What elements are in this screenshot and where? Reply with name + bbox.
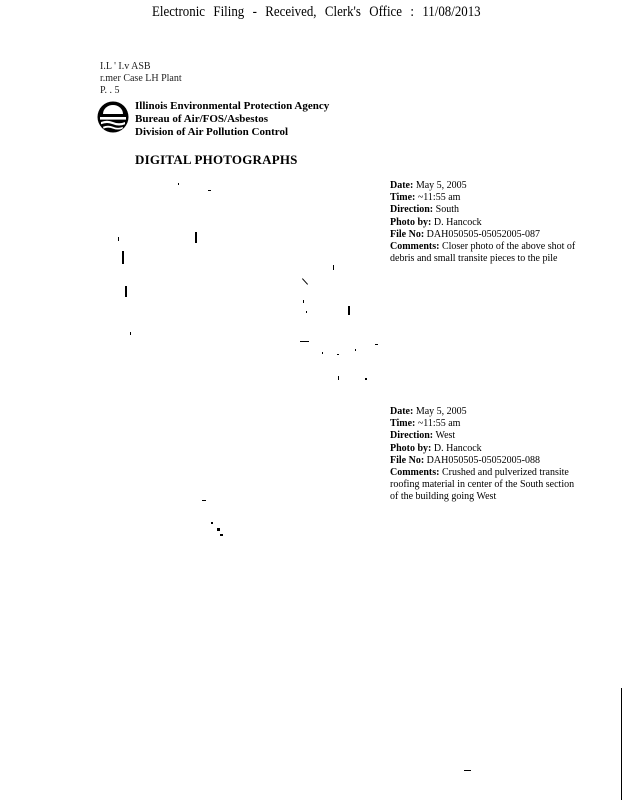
agency-block	[135, 100, 329, 139]
document-title: DIGITAL PHOTOGRAPHS	[135, 152, 298, 167]
photo-1-time: ~11:55 am	[417, 192, 461, 204]
scan-speck	[302, 278, 308, 285]
photo-1-comments-label: Comments:	[390, 241, 440, 253]
photo-1-date-label: Date:	[390, 180, 414, 191]
photo-1-comments-line-2: debris and small transite pieces to the pile	[390, 253, 558, 265]
photo-2-time-row	[390, 418, 574, 430]
photo-2-comments-line-3: of the building going West	[390, 491, 497, 503]
photo-2-file-row	[390, 455, 574, 467]
scan-speck	[464, 770, 471, 771]
scan-speck	[217, 528, 220, 531]
photo-2-comments-line-1: Crushed and pulverized transite	[441, 467, 569, 479]
scan-speck	[337, 354, 339, 355]
photo-2-comments-row	[390, 467, 574, 479]
scan-speck	[306, 311, 307, 313]
photo-1-direction-label: Direction:	[390, 204, 434, 216]
photo-2-direction-label: Direction:	[390, 430, 434, 442]
photo-2-direction: West	[435, 430, 456, 442]
scan-speck	[333, 265, 334, 270]
agency-name: Illinois Environmental Protection Agency	[135, 100, 330, 112]
scan-speck	[195, 232, 197, 243]
scan-speck	[118, 237, 119, 241]
scan-speck	[348, 306, 350, 315]
reference-line-2: r.mer Case LH Plant	[100, 73, 182, 84]
agency-logo-icon	[96, 100, 130, 134]
photo-2-file-no: DAH050505-05052005-088	[426, 454, 540, 466]
photo-2-date: May 5, 2005	[415, 406, 467, 417]
photo-1-file-label: File No:	[390, 228, 425, 240]
scan-speck	[621, 688, 622, 800]
photo-1-file-no: DAH050505-05052005-087	[426, 228, 540, 240]
photo-1-comments-line-1: Closer photo of the above shot of	[441, 241, 576, 253]
photo-1-date: May 5, 2005	[415, 180, 467, 191]
photo-2-time-label: Time:	[390, 418, 416, 430]
scan-speck	[365, 378, 367, 380]
scan-speck	[375, 344, 378, 345]
photo-1-time-row	[390, 192, 575, 204]
photo-2-time: ~11:55 am	[417, 418, 461, 430]
agency-bureau: Bureau of Air/FOS/Asbestos	[135, 113, 269, 125]
scan-speck	[322, 352, 323, 354]
scan-speck	[355, 349, 356, 351]
photo-2-by-row	[390, 443, 574, 455]
photo-1-time-label: Time:	[390, 192, 416, 204]
scan-speck	[300, 341, 309, 342]
scan-speck	[211, 522, 213, 524]
scan-speck	[178, 183, 179, 185]
filing-header: Electronic Filing - Received, Clerk's Office : 11/08/2013	[152, 4, 481, 20]
agency-division: Division of Air Pollution Control	[135, 126, 289, 138]
scan-speck	[208, 190, 211, 191]
photo-2-comments-label: Comments:	[390, 467, 440, 479]
photo-2-by: D. Hancock	[433, 442, 482, 454]
photo-1-file-row	[390, 229, 575, 241]
photo-2-file-label: File No:	[390, 454, 425, 466]
photo-1-date-row	[390, 180, 575, 192]
photo-1-by-label: Photo by:	[390, 216, 432, 228]
photo-2-date-row	[390, 406, 574, 418]
scan-speck	[202, 500, 206, 501]
photo-1-direction: South	[435, 204, 459, 216]
photo-2-date-label: Date:	[390, 406, 414, 417]
reference-line-3: P. . 5	[100, 85, 120, 96]
photo-2-direction-row	[390, 430, 574, 442]
reference-line-1: I.L ' I.v ASB	[100, 61, 151, 72]
reference-block	[100, 61, 182, 97]
photo-1-comments-row	[390, 241, 575, 253]
scan-speck	[125, 286, 127, 297]
scan-speck	[338, 376, 339, 380]
photo-info-2	[390, 406, 574, 504]
photo-2-comments-line-2: roofing material in center of the South section	[390, 479, 575, 491]
scan-speck	[220, 534, 223, 536]
photo-1-by: D. Hancock	[433, 216, 482, 228]
scan-speck	[303, 300, 304, 303]
photo-info-1	[390, 180, 575, 265]
scan-speck	[122, 251, 124, 264]
photo-1-direction-row	[390, 204, 575, 216]
photo-2-by-label: Photo by:	[390, 442, 432, 454]
scan-speck	[130, 332, 131, 335]
photo-1-by-row	[390, 217, 575, 229]
